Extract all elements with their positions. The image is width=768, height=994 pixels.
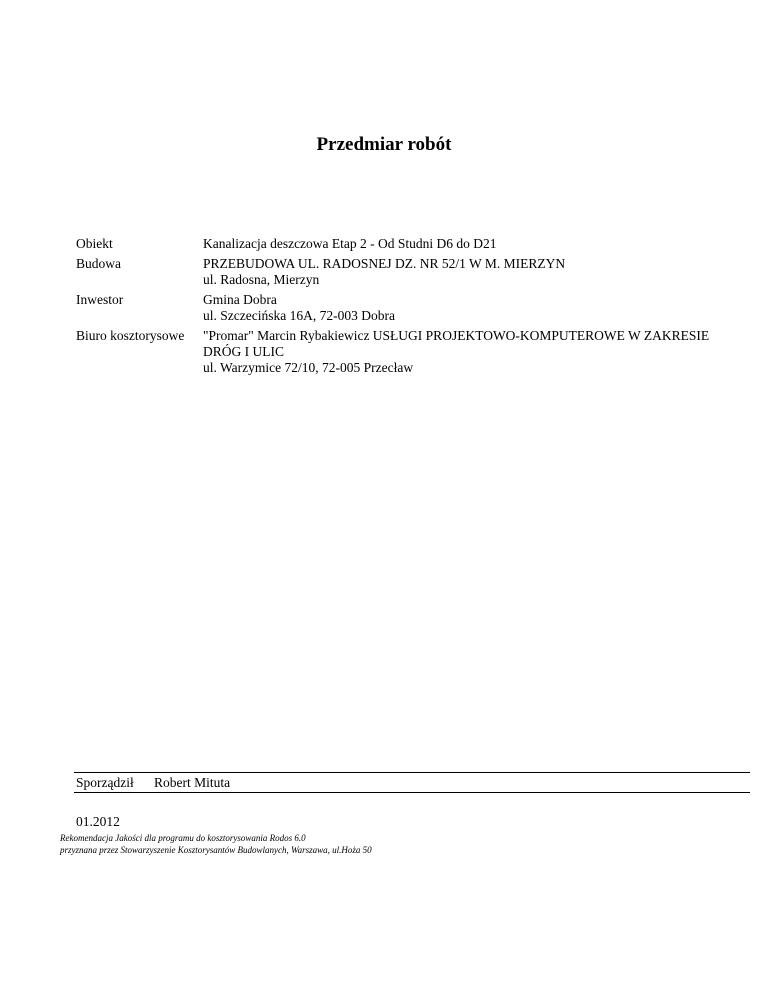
signature-label: Sporządził (76, 775, 134, 790)
info-value (203, 236, 756, 252)
footer-note (60, 832, 372, 856)
info-label: Inwestor (76, 292, 124, 307)
info-label: Biuro kosztorysowe (76, 328, 185, 343)
info-value (203, 292, 756, 324)
info-row-inwestor (76, 292, 756, 324)
info-value-line: Gmina Dobra (203, 292, 277, 307)
info-row-obiekt (76, 236, 756, 252)
signature-name: Robert Mituta (154, 775, 231, 790)
footer-line: Rekomendacja Jakości dla programu do kosztorysowania Rodos 6.0 (60, 833, 306, 843)
info-label: Obiekt (76, 236, 113, 251)
info-label: Budowa (76, 256, 121, 271)
info-value (203, 328, 756, 376)
info-row-budowa (76, 256, 756, 288)
info-value-line: ul. Szczecińska 16A, 72-003 Dobra (203, 308, 395, 323)
info-value-line: ul. Radosna, Mierzyn (203, 272, 320, 287)
info-value-line: ul. Warzymice 72/10, 72-005 Przecław (203, 360, 414, 375)
footer-line: przyznana przez Stowarzyszenie Kosztorysantów Budowlanych, Warszawa, ul.Hoża 50 (60, 845, 372, 855)
signature-top-rule (74, 772, 750, 773)
info-row-biuro (76, 328, 756, 376)
info-value-line: PRZEBUDOWA UL. RADOSNEJ DZ. NR 52/1 W M. MIERZYN (203, 256, 566, 271)
document-date: 01.2012 (76, 814, 120, 829)
page-title: Przedmiar robót (316, 134, 452, 155)
signature-bottom-rule (74, 792, 750, 793)
signature (76, 775, 230, 791)
info-value-line: DRÓG I ULIC (203, 344, 284, 359)
info-value-line: Kanalizacja deszczowa Etap 2 - Od Studni D6 do D21 (203, 236, 497, 251)
info-value-line: "Promar" Marcin Rybakiewicz USŁUGI PROJEKTOWO-KOMPUTEROWE W ZAKRESIE (203, 328, 710, 343)
info-value (203, 256, 756, 288)
project-info (76, 236, 756, 380)
